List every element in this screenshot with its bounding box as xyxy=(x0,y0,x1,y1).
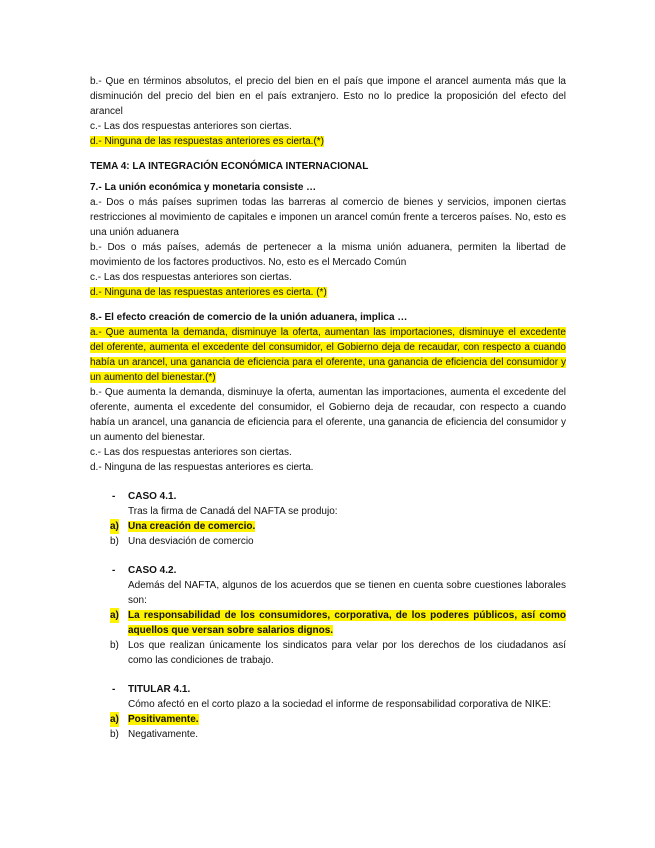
titular-4-1-option-a: a) Positivamente. xyxy=(110,714,199,725)
q8-option-a-highlight: a.- Que aumenta la demanda, disminuye la oferta, aumentan las importaciones, disminuye el excedente del oferente, aumenta el excedente del consumidor, el Gobierno deja de recaudar, con respecto a cuando había un arancel, una ganancia de eficiencia para el oferente, una ganancia de eficiencia del consumidor y un aumento del bienestar.(*) xyxy=(90,327,566,383)
intro-option-b: b.- Que en términos absolutos, el precio del bien en el país que impone el arancel aumenta más que la disminución del precio del bien en el país extranjero. Esto no lo predice la proposición del efecto del arancel xyxy=(90,76,566,117)
document-content xyxy=(90,74,566,742)
intro-option-d-highlight: d.- Ninguna de las respuestas anteriores es cierta.(*) xyxy=(90,136,325,147)
q8-option-b: b.- Que aumenta la demanda, disminuye la oferta, aumentan las importaciones, aumenta el excedente del oferente, aumenta el excedente del consumidor, el Gobierno deja de recaudar, con respecto a cuando había un arancel, una ganancia de eficiencia para el oferente, una ganancia de eficiencia del consumidor y un aumento del bienestar. xyxy=(90,387,566,443)
caso-4-2-title: CASO 4.2. xyxy=(128,565,177,576)
q7-option-d-highlight: d.- Ninguna de las respuestas anteriores es cierta. (*) xyxy=(90,287,327,298)
q7-title: 7.- La unión económica y monetaria consiste … xyxy=(90,182,317,193)
caso-4-1-option-a: a) Una creación de comercio. xyxy=(110,521,256,532)
list-dash: - xyxy=(112,684,116,695)
q7-option-d xyxy=(90,285,566,300)
q7-option-b: b.- Dos o más países, además de pertenecer a la misma unión aduanera, permiten la libertad de movimiento de los factores productivos. No, esto es el Mercado Común xyxy=(90,242,566,268)
list-dash: - xyxy=(112,565,116,576)
caso-4-1-title: CASO 4.1. xyxy=(128,491,177,502)
caso-4-2-option-a: a) La responsabilidad de los consumidores, corporativa, de los poderes públicos, así como aquellos que versan sobre salarios dignos. xyxy=(110,610,566,636)
q8-option-c: c.- Las dos respuestas anteriores son ciertas. xyxy=(90,447,292,458)
caso-4-2-question: Además del NAFTA, algunos de los acuerdos que se tienen en cuenta sobre cuestiones laborales son: xyxy=(128,580,566,606)
titular-4-1-option-b: b) Negativamente. xyxy=(110,729,199,740)
q7-option-c: c.- Las dos respuestas anteriores son ciertas. xyxy=(90,272,292,283)
intro-option-d xyxy=(90,134,566,149)
titular-4-1 xyxy=(90,682,566,742)
q8-option-d: d.- Ninguna de las respuestas anteriores es cierta. xyxy=(90,462,314,473)
q8-title: 8.- El efecto creación de comercio de la unión aduanera, implica … xyxy=(90,312,408,323)
titular-4-1-title: TITULAR 4.1. xyxy=(128,684,191,695)
caso-4-1 xyxy=(90,489,566,549)
caso-4-1-option-b: b) Una desviación de comercio xyxy=(110,536,254,547)
caso-4-1-question: Tras la firma de Canadá del NAFTA se produjo: xyxy=(128,506,338,517)
titular-4-1-question: Cómo afectó en el corto plazo a la sociedad el informe de responsabilidad corporativa de NIKE: xyxy=(128,699,552,710)
intro-option-c: c.- Las dos respuestas anteriores son ciertas. xyxy=(90,121,292,132)
caso-4-2 xyxy=(90,563,566,668)
q8-option-a xyxy=(90,325,566,385)
q7-option-a: a.- Dos o más países suprimen todas las barreras al comercio de bienes y servicios, imponen ciertas restricciones al movimiento de capitales e imponen un arancel común frente a terceros países. No, esto es una unión aduanera xyxy=(90,197,566,238)
caso-4-2-option-b: b) Los que realizan únicamente los sindicatos para velar por los derechos de los ciudadanos así como las condiciones de trabajo. xyxy=(110,640,566,666)
list-dash: - xyxy=(112,491,116,502)
tema-heading: TEMA 4: LA INTEGRACIÓN ECONÓMICA INTERNACIONAL xyxy=(90,161,369,172)
